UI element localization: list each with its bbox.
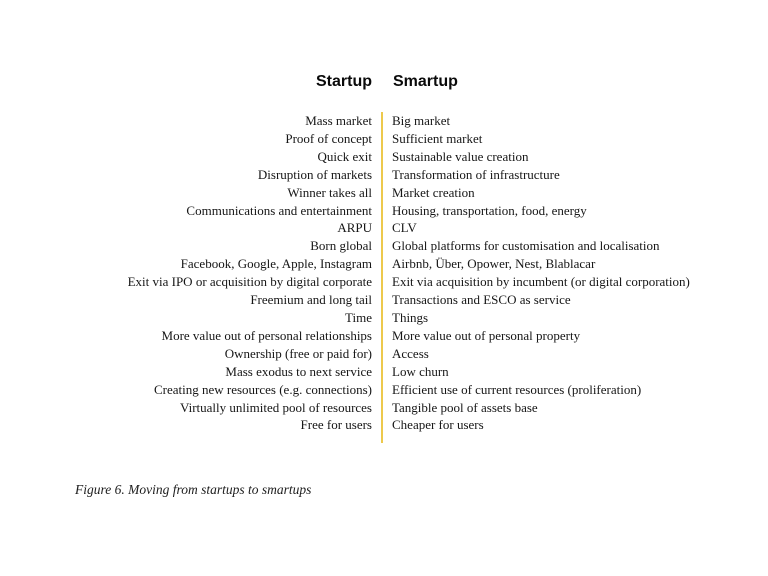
smartup-cell: Sustainable value creation xyxy=(392,148,529,164)
startup-cell: Mass exodus to next service xyxy=(225,363,372,379)
table-row xyxy=(60,327,740,345)
smartup-cell: Housing, transportation, food, energy xyxy=(392,202,587,218)
startup-cell: Disruption of markets xyxy=(257,166,372,182)
table-row xyxy=(60,148,740,166)
smartup-cell: Exit via acquisition by incumbent (or digital corporation) xyxy=(392,274,690,290)
smartup-cell: More value out of personal property xyxy=(392,327,581,343)
smartup-cell: Global platforms for customisation and localisation xyxy=(392,238,660,254)
table-row xyxy=(60,130,740,148)
table-header-row xyxy=(60,72,740,92)
table-row xyxy=(60,112,740,130)
startup-cell: Winner takes all xyxy=(287,184,372,200)
table-row xyxy=(60,255,740,273)
table-row xyxy=(60,291,740,309)
table-row xyxy=(60,416,740,434)
smartup-cell: Cheaper for users xyxy=(392,417,484,433)
smartup-cell: Sufficient market xyxy=(392,130,483,146)
table-row xyxy=(60,309,740,327)
startup-cell: Free for users xyxy=(300,417,372,433)
smartup-column-header: Smartup xyxy=(393,73,458,90)
startup-cell: Virtually unlimited pool of resources xyxy=(179,399,372,415)
smartup-cell: Airbnb, Über, Opower, Nest, Blablacar xyxy=(392,256,596,272)
startup-cell: Time xyxy=(345,309,372,325)
table-row xyxy=(60,237,740,255)
startup-cell: Exit via IPO or acquisition by digital corporate xyxy=(127,274,372,290)
startup-cell: Quick exit xyxy=(317,148,372,164)
smartup-cell: Transformation of infrastructure xyxy=(392,166,560,182)
table-row xyxy=(60,273,740,291)
column-divider-line xyxy=(381,112,383,443)
figure-caption: Figure 6. Moving from startups to smartups xyxy=(75,482,312,497)
smartup-cell: Tangible pool of assets base xyxy=(392,399,538,415)
startup-cell: Born global xyxy=(310,238,372,254)
smartup-cell: Things xyxy=(392,309,429,325)
table-row xyxy=(60,363,740,381)
smartup-cell: Low churn xyxy=(392,363,449,379)
table-row xyxy=(60,202,740,220)
smartup-cell: Access xyxy=(392,345,429,361)
table-row xyxy=(60,345,740,363)
comparison-table xyxy=(60,72,740,434)
startup-cell: Freemium and long tail xyxy=(250,292,372,308)
smartup-cell: Transactions and ESCO as service xyxy=(392,292,571,308)
table-row xyxy=(60,166,740,184)
table-row xyxy=(60,219,740,237)
smartup-cell: CLV xyxy=(392,220,417,236)
smartup-cell: Market creation xyxy=(392,184,475,200)
startup-cell: Ownership (free or paid for) xyxy=(224,345,372,361)
smartup-cell: Big market xyxy=(392,113,451,128)
startup-cell: Facebook, Google, Apple, Instagram xyxy=(180,256,372,272)
smartup-cell: Efficient use of current resources (proliferation) xyxy=(392,381,642,397)
table-body xyxy=(60,112,740,434)
table-row xyxy=(60,184,740,202)
startup-cell: Proof of concept xyxy=(285,130,372,146)
startup-cell: More value out of personal relationships xyxy=(161,327,372,343)
startup-cell: Communications and entertainment xyxy=(186,202,372,218)
table-row xyxy=(60,381,740,399)
startup-cell: ARPU xyxy=(337,220,372,236)
startup-column-header: Startup xyxy=(316,73,372,90)
startup-cell: Creating new resources (e.g. connections) xyxy=(153,381,372,397)
table-row xyxy=(60,399,740,417)
startup-cell: Mass market xyxy=(305,113,372,128)
